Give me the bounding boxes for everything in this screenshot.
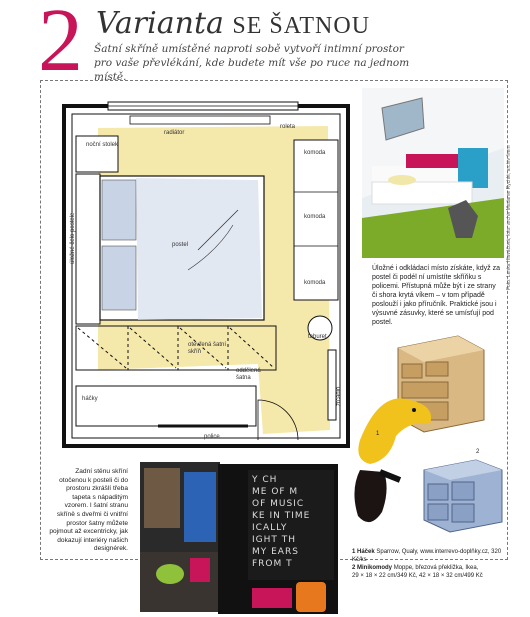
pink-box (252, 588, 292, 608)
label-nightstand: noční stolek (86, 142, 119, 148)
label-hooks: háčky (82, 396, 98, 402)
label-shelf: police (204, 434, 220, 440)
product-number-2: 2 (476, 449, 480, 455)
title-caps: SE ŠATNOU (232, 13, 371, 39)
label-separated-wardrobe: oddělená šatna (236, 368, 261, 381)
product-minikomoda-blue (420, 456, 506, 536)
product-number-1: 1 (376, 431, 380, 437)
product-captions (352, 548, 512, 580)
photo-wardrobe-poster (218, 464, 338, 614)
subtitle: Šatní skříně umístěné naproti sobě vytvoří intimní prostor pro vaše převlékání, kde budete mít vše po ruce na jednom místě. (94, 43, 410, 83)
label-roleta: roleta (280, 124, 296, 130)
section-title (96, 6, 370, 41)
product-2-name: 2 Minikomody (352, 565, 393, 571)
orange-stool (296, 582, 326, 612)
label-bed: postel (172, 242, 189, 248)
photo-credits: Foto: Lenka Hlaváčová, foto: archiv Madame Rychlé, archiv firem (506, 145, 512, 290)
caption-wallpaper: Zadní stěnu skříní otočenou k posteli či do prostoru zkrášlí třeba tapeta s nápaditým vzorem. I šatní stranu skříně s dveřmi či vnitřní prostor šatny můžete pojmout až excentricky, jak dokazují interiéry našich designérek. (49, 468, 128, 553)
section-number: 2 (38, 0, 83, 90)
product-2-sizes: 29 × 18 × 22 cm/349 Kč, 42 × 18 × 32 cm/499 Kč (352, 573, 483, 579)
label-radiator: radiátor (164, 130, 185, 136)
product-1-name: 1 Háček (352, 549, 375, 555)
label-komoda-1: komoda (304, 150, 326, 156)
title-script: Varianta (96, 6, 224, 41)
label-stool: taburet (308, 334, 327, 340)
poster-text: Y CH ME OF M OF MUSIC KE IN TIME ICALLY IGHT TH MY EARS FROM T (248, 470, 334, 580)
caption-storage: Úložné i odkládací místo získáte, když za postel či podél ní umístíte skříňku s policemi. Přístupná může být i ze strany či shora krytá víkem – v tom případě poslouží i jako příručník. Praktické jsou i výsuvné zásuvky, které se umísťují pod postel. (372, 265, 500, 326)
product-2-info: Moppe, březová překližka, Ikea, (393, 565, 479, 571)
label-komoda-2: komoda (304, 214, 326, 220)
floor-plan (58, 100, 354, 452)
product-1-info: Sparrow, Qualy, www.interrevo-doplňky.cz, 320 Kč/ks (352, 549, 502, 563)
photo-attic-bedroom (362, 88, 504, 258)
label-open-wardrobe: otevřená šatní skříň (188, 342, 227, 355)
photo-colorful-room (140, 462, 220, 612)
label-komoda-3: komoda (304, 280, 326, 286)
label-bed-shelves: úložné čelo postele (70, 212, 76, 264)
label-mirror: zrcadlo (336, 386, 342, 406)
